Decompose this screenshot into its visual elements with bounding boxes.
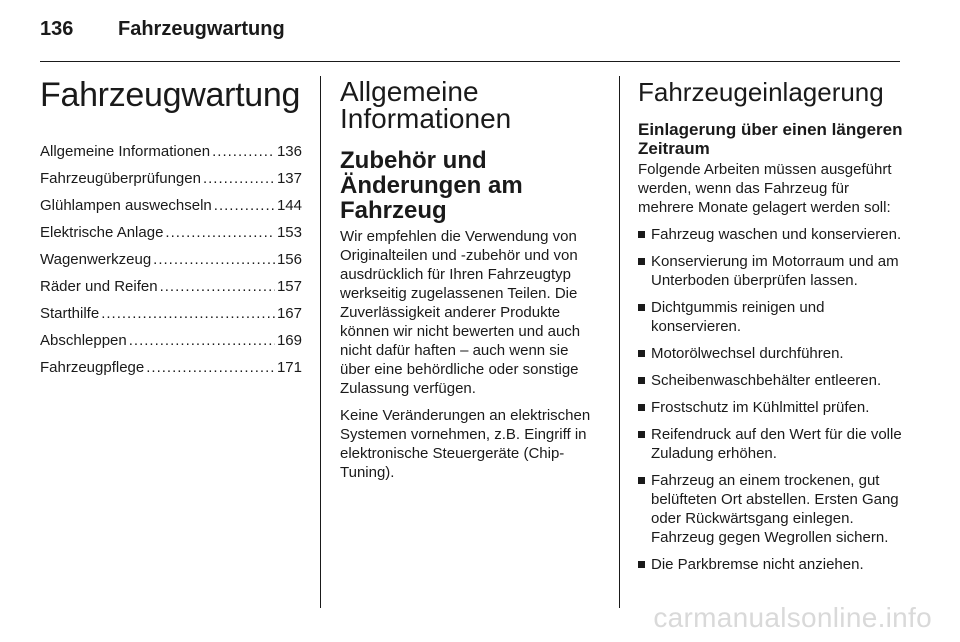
column-storage xyxy=(638,72,904,582)
toc-label: Glühlampen auswechseln xyxy=(40,197,212,214)
subsection-heading: Zubehör und Änderungen am Fahrzeug xyxy=(340,147,523,224)
paragraph: Keine Veränderungen an elektrischen Systemen vornehmen, z.B. Eingriff in elektronische Steuergeräte (Chip-Tuning). xyxy=(340,407,591,481)
toc-label: Starthilfe xyxy=(40,305,100,322)
page-number: 136 xyxy=(40,18,74,40)
header-rule xyxy=(40,61,900,62)
column-divider-2 xyxy=(619,76,620,608)
toc-entry[interactable] xyxy=(40,196,302,215)
list-item: Fahrzeug waschen und konservieren. xyxy=(638,225,904,244)
toc-page: 171 xyxy=(276,359,302,376)
toc-label: Fahrzeugpflege xyxy=(40,359,145,376)
toc-entry[interactable] xyxy=(40,358,302,377)
chapter-title: Fahrzeugwartung xyxy=(40,76,301,114)
list-item: Konservierung im Motorraum und am Unterboden überprüfen lassen. xyxy=(638,252,904,290)
toc-label: Wagenwerkzeug xyxy=(40,251,152,268)
subsection-heading: Einlagerung über einen längeren Zeitraum xyxy=(638,120,903,158)
column-divider-1 xyxy=(320,76,321,608)
toc-page: 137 xyxy=(276,170,302,187)
toc-label: Abschleppen xyxy=(40,332,127,349)
toc-entry[interactable] xyxy=(40,169,302,188)
toc-entry[interactable] xyxy=(40,250,302,269)
toc-page: 169 xyxy=(276,332,302,349)
running-title: Fahrzeugwartung xyxy=(118,18,285,40)
column-general-info xyxy=(340,72,602,490)
list-item: Motorölwechsel durchführen. xyxy=(638,344,904,363)
toc-page: 167 xyxy=(276,305,302,322)
list-item: Frostschutz im Kühlmittel prüfen. xyxy=(638,398,904,417)
column-toc xyxy=(40,72,302,385)
toc-page: 144 xyxy=(276,197,302,214)
toc-page: 153 xyxy=(276,224,302,241)
section-heading: Fahrzeugeinlagerung xyxy=(638,77,884,107)
toc-entry[interactable] xyxy=(40,331,302,350)
toc-page: 156 xyxy=(276,251,302,268)
toc-page: 136 xyxy=(276,143,302,160)
toc-entry[interactable] xyxy=(40,304,302,323)
list-item: Reifendruck auf den Wert für die volle Zuladung erhöhen. xyxy=(638,425,904,463)
toc-label: Räder und Reifen xyxy=(40,278,158,295)
toc-entry[interactable] xyxy=(40,142,302,161)
toc-entry[interactable] xyxy=(40,223,302,242)
list-item: Dichtgummis reinigen und konservieren. xyxy=(638,298,904,336)
section-heading: Allgemeine Informationen xyxy=(340,76,512,134)
list-item: Fahrzeug an einem trockenen, gut belüfteten Ort abstellen. Ersten Gang oder Rückwärtsgang einlegen. Fahrzeug gegen Wegrollen sichern. xyxy=(638,471,904,547)
toc-label: Fahrzeugüberprüfungen xyxy=(40,170,201,187)
list-item: Scheibenwaschbehälter entleeren. xyxy=(638,371,904,390)
intro-paragraph: Folgende Arbeiten müssen ausgeführt werden, wenn das Fahrzeug für mehrere Monate gelagert werden soll: xyxy=(638,161,892,216)
watermark: carmanualsonline.info xyxy=(653,602,932,633)
toc-entry[interactable] xyxy=(40,277,302,296)
bullet-list xyxy=(638,225,904,574)
toc-label: Allgemeine Informationen xyxy=(40,143,211,160)
toc-page: 157 xyxy=(276,278,302,295)
list-item: Die Parkbremse nicht anziehen. xyxy=(638,555,904,574)
paragraph: Wir empfehlen die Verwendung von Originalteilen und -zubehör und von ausdrücklich für Ihren Fahrzeugtyp werkseitig zugelassenen Teilen. Die Zuverlässigkeit anderer Produkte können wir nicht bewerten und auch nicht dafür haften – auch wenn sie über eine behördliche oder sonstige Zulassung verfügen. xyxy=(340,228,581,397)
toc-label: Elektrische Anlage xyxy=(40,224,164,241)
table-of-contents xyxy=(40,142,302,377)
